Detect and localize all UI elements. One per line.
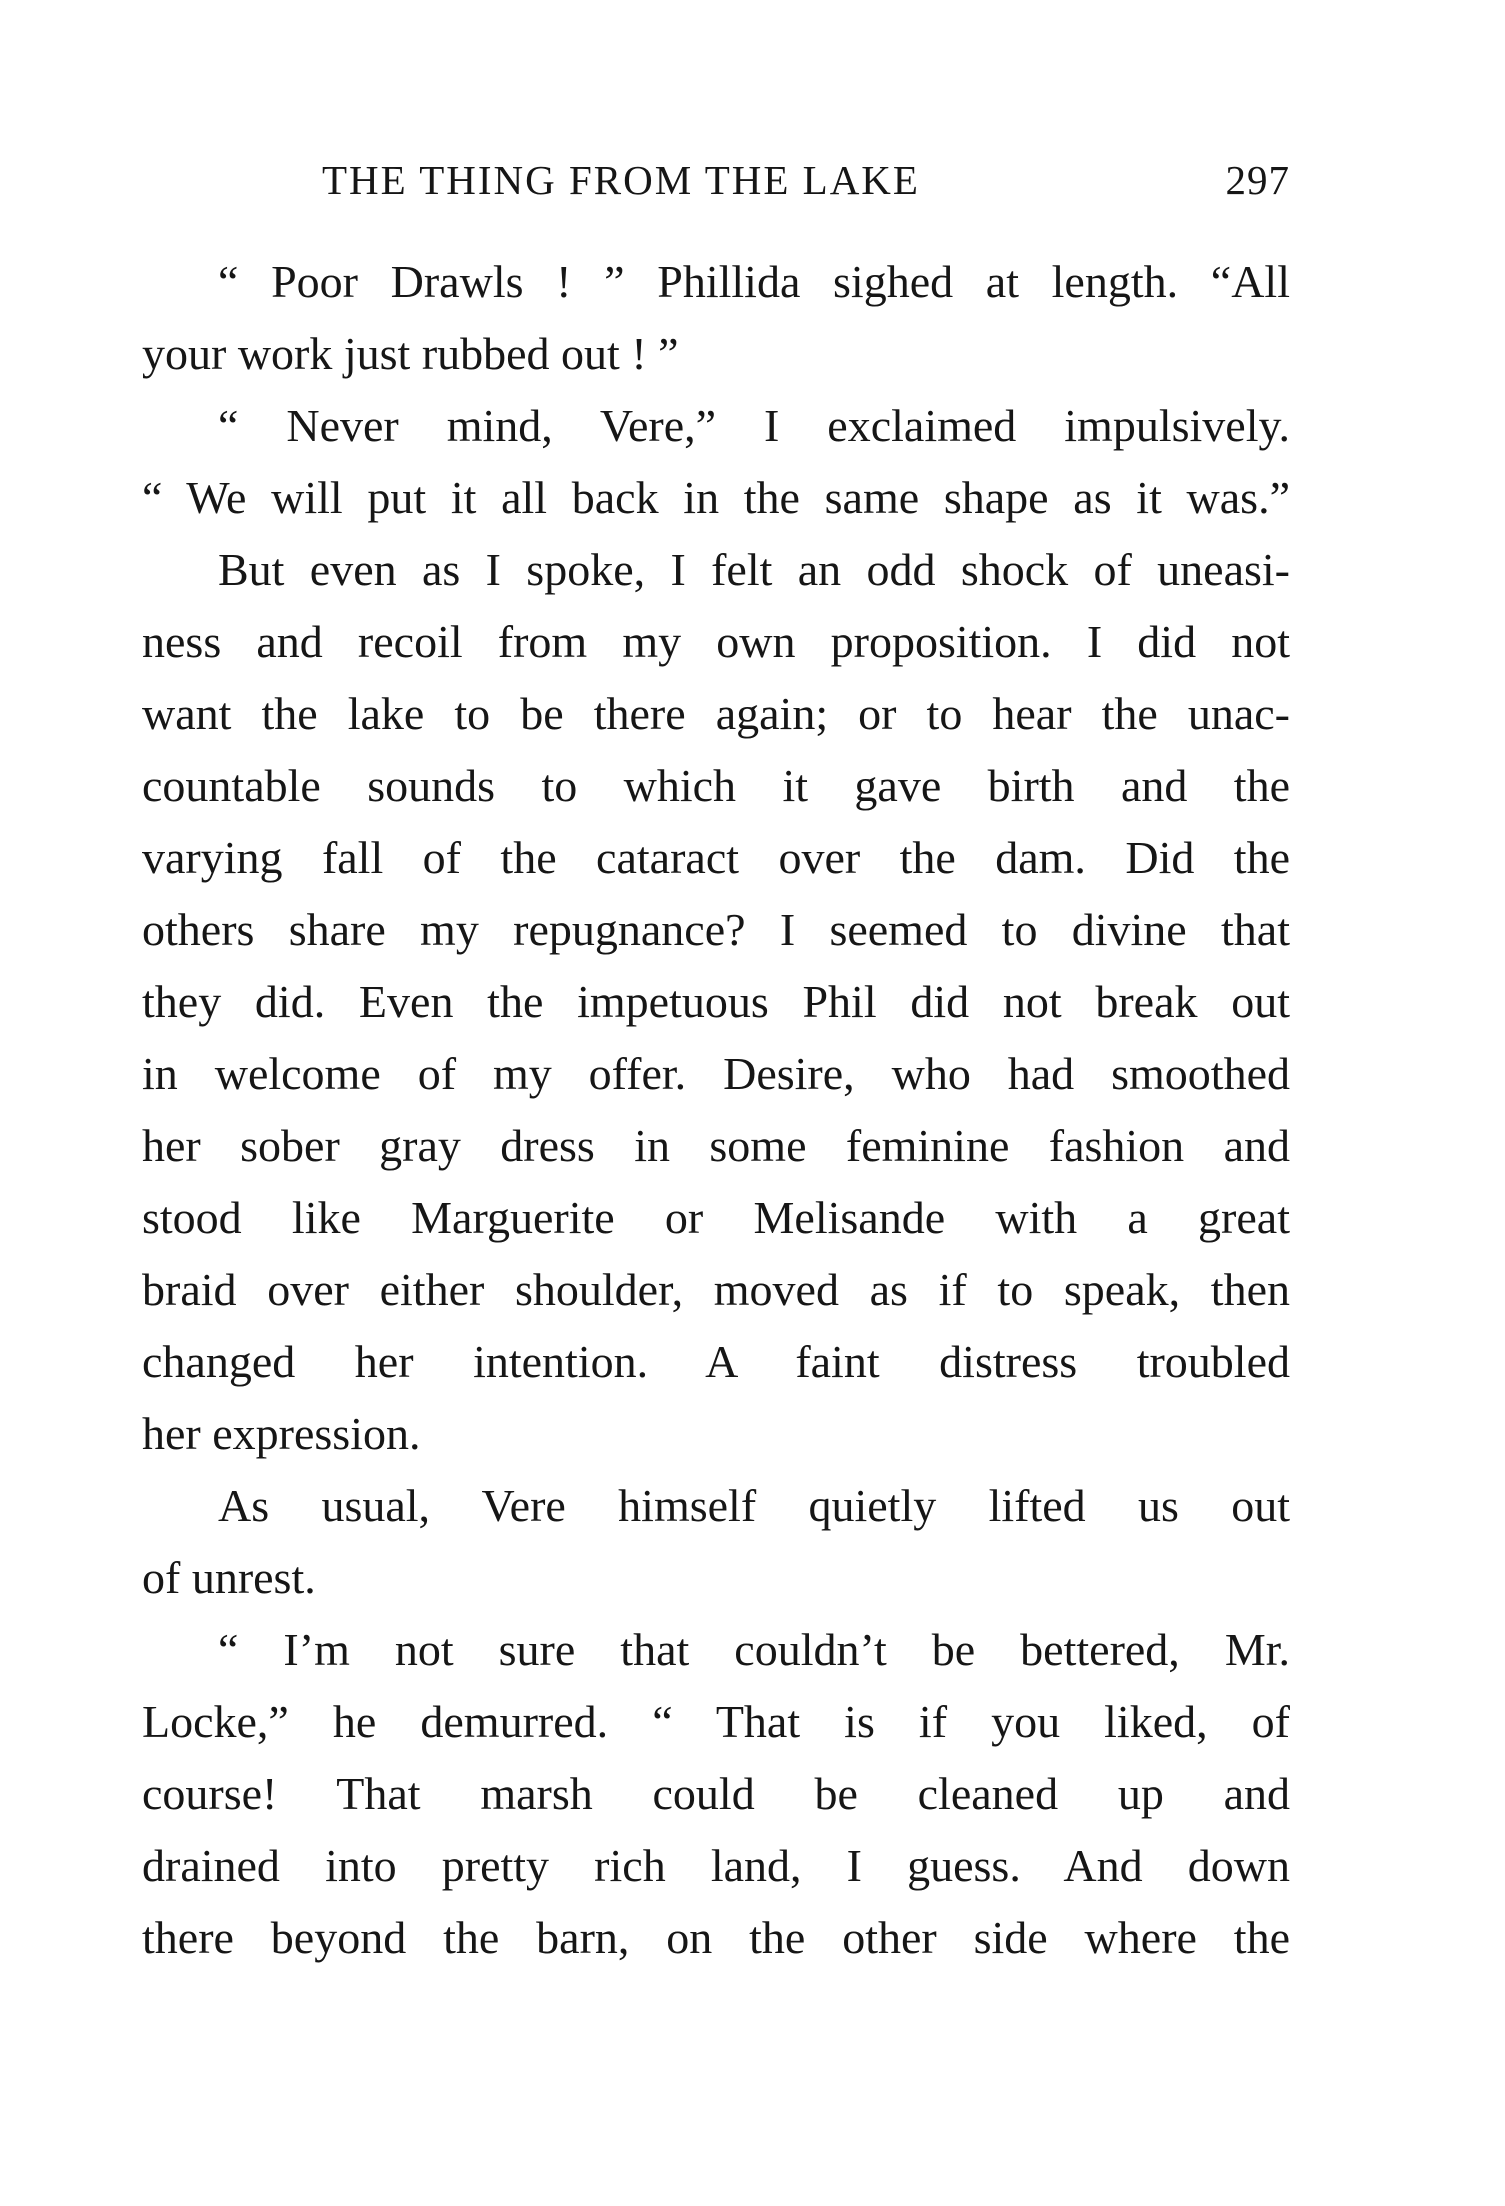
text-line: As usual, Vere himself quietly lifted us out: [218, 1480, 1290, 1531]
text-line: Locke,” he demurred. “ That is if you liked, of: [142, 1696, 1290, 1747]
running-title: THE THING FROM THE LAKE: [322, 157, 920, 203]
text-line: course! That marsh could be cleaned up and: [142, 1768, 1290, 1819]
text-line: in welcome of my offer. Desire, who had smoothed: [142, 1048, 1290, 1099]
text-line: drained into pretty rich land, I guess. And down: [142, 1840, 1290, 1891]
text-line: stood like Marguerite or Melisande with a great: [142, 1192, 1290, 1243]
running-head: [322, 150, 1290, 210]
text-line: changed her intention. A faint distress troubled: [142, 1336, 1290, 1387]
text-line: they did. Even the impetuous Phil did not break out: [142, 976, 1290, 1027]
text-line: ness and recoil from my own proposition. I did not: [142, 616, 1290, 667]
text-line: But even as I spoke, I felt an odd shock of uneasi-: [218, 544, 1290, 595]
text-line: others share my repugnance? I seemed to divine that: [142, 904, 1290, 955]
text-line: of unrest.: [142, 1552, 316, 1603]
text-line: varying fall of the cataract over the dam. Did the: [142, 832, 1290, 883]
text-line: her sober gray dress in some feminine fashion and: [142, 1120, 1290, 1171]
text-line: countable sounds to which it gave birth and the: [142, 760, 1290, 811]
text-line: “ I’m not sure that couldn’t be bettered, Mr.: [218, 1624, 1290, 1675]
text-line: want the lake to be there again; or to hear the unac-: [142, 688, 1290, 739]
text-line: braid over either shoulder, moved as if to speak, then: [142, 1264, 1290, 1315]
page-number: 297: [1225, 157, 1290, 203]
text-line: her expression.: [142, 1408, 421, 1459]
text-line: “ Poor Drawls ! ” Phillida sighed at length. “All: [218, 256, 1290, 307]
body-text: [142, 246, 1290, 1974]
text-line: there beyond the barn, on the other side where the: [142, 1912, 1290, 1963]
text-line: your work just rubbed out ! ”: [142, 328, 679, 379]
text-line: “ Never mind, Vere,” I exclaimed impulsively.: [218, 400, 1290, 451]
text-line: “ We will put it all back in the same shape as it was.”: [142, 472, 1290, 523]
